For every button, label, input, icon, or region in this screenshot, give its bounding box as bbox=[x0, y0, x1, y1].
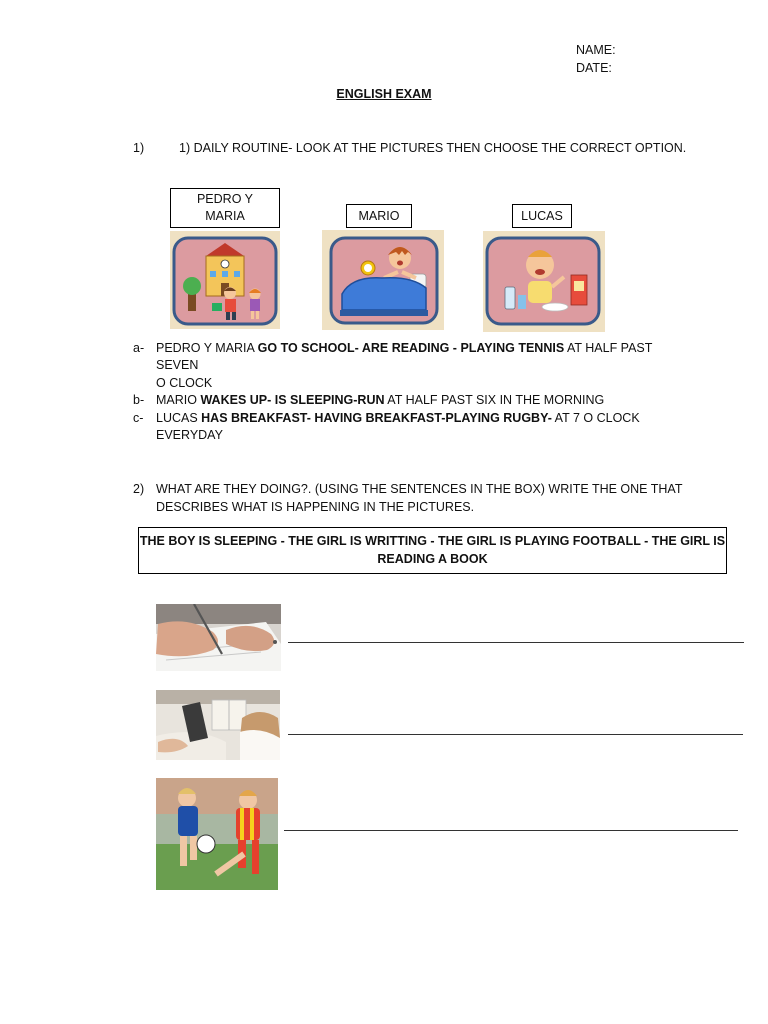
option-a-choices: GO TO SCHOOL- ARE READING - PLAYING TENNIS bbox=[257, 341, 565, 355]
option-a-marker: a- bbox=[133, 341, 145, 355]
option-a-time: AT HALF PAST bbox=[564, 341, 653, 355]
page-title: ENGLISH EXAM bbox=[336, 87, 432, 101]
option-c-time: AT 7 O CLOCK bbox=[551, 411, 640, 425]
option-b-time: AT HALF PAST SIX IN THE MORNING bbox=[384, 393, 605, 407]
name-box-label: PEDRO Y MARIA bbox=[196, 192, 254, 223]
option-a-subject: PEDRO Y MARIA bbox=[156, 341, 258, 355]
name-box-lucas bbox=[512, 204, 572, 228]
answer-line-3[interactable] bbox=[284, 830, 738, 831]
date-label: DATE: bbox=[576, 61, 612, 75]
name-box-label: LUCAS bbox=[521, 208, 563, 223]
option-b-choices: WAKES UP- IS SLEEPING-RUN bbox=[200, 393, 385, 407]
option-a-line2: SEVEN bbox=[156, 358, 199, 372]
option-b-subject: MARIO bbox=[156, 393, 201, 407]
waking-up-picture bbox=[322, 230, 444, 330]
answer-line-2[interactable] bbox=[288, 734, 743, 735]
question-2-instruction-line1: WHAT ARE THEY DOING?. (USING THE SENTENCES IN THE BOX) WRITE THE ONE THAT bbox=[156, 482, 683, 496]
option-a-line3: O CLOCK bbox=[156, 376, 213, 390]
answer-line-1[interactable] bbox=[288, 642, 744, 643]
question-2-number: 2) bbox=[133, 482, 145, 496]
name-box-mario bbox=[346, 204, 412, 228]
sentence-box-line2: READING A BOOK bbox=[377, 551, 488, 566]
question-1-instruction: 1) DAILY ROUTINE- LOOK AT THE PICTURES THEN CHOOSE THE CORRECT OPTION. bbox=[179, 141, 687, 155]
option-c-subject: LUCAS bbox=[156, 411, 202, 425]
option-b-text bbox=[156, 392, 604, 410]
option-c-text bbox=[156, 410, 640, 428]
option-b-marker: b- bbox=[133, 393, 145, 407]
football-photo bbox=[156, 778, 278, 890]
option-c-marker: c- bbox=[133, 411, 144, 425]
option-a-text bbox=[156, 340, 652, 358]
name-label: NAME: bbox=[576, 43, 616, 57]
name-box-pedro-maria bbox=[170, 188, 280, 228]
sentence-box-line1: THE BOY IS SLEEPING - THE GIRL IS WRITTING - THE GIRL IS PLAYING FOOTBALL - THE GIRL IS bbox=[139, 534, 726, 548]
question-2-instruction-line2: DESCRIBES WHAT IS HAPPENING IN THE PICTURES. bbox=[156, 500, 475, 514]
name-box-label: MARIO bbox=[358, 208, 400, 223]
writing-photo bbox=[156, 604, 281, 671]
breakfast-picture bbox=[483, 231, 605, 332]
reading-photo bbox=[156, 690, 280, 760]
sentence-box bbox=[138, 527, 727, 574]
school-picture bbox=[170, 231, 280, 329]
option-c-choices: HAS BREAKFAST- HAVING BREAKFAST-PLAYING RUGBY- bbox=[201, 411, 552, 425]
option-c-line2: EVERYDAY bbox=[156, 428, 223, 442]
question-1-number: 1) bbox=[133, 141, 145, 155]
